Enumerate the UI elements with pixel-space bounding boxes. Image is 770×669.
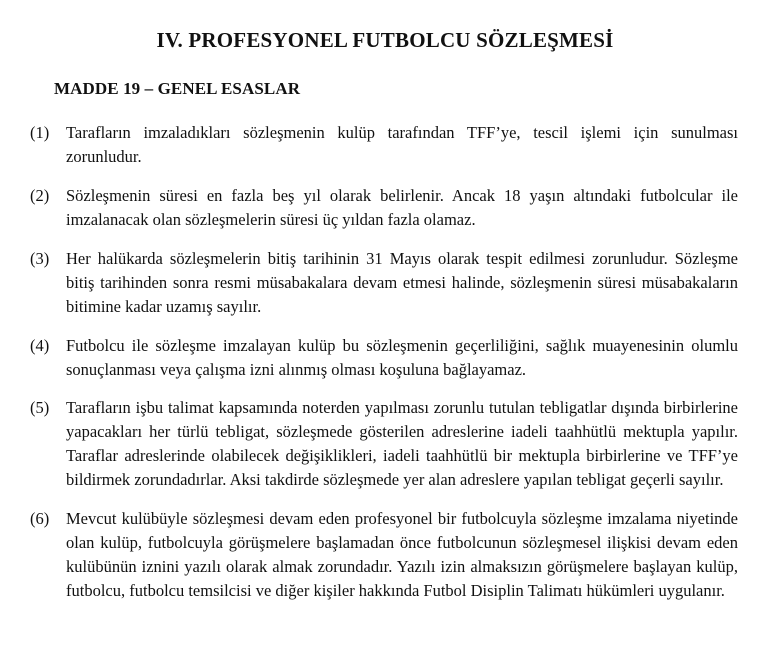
clause-number: (3)	[30, 248, 50, 268]
clause-number: (2)	[30, 186, 50, 206]
clause-list	[26, 121, 744, 603]
list-item	[26, 121, 744, 169]
list-item	[26, 396, 744, 492]
clause-number: (6)	[30, 509, 50, 529]
clause-text: Her halükarda sözleşmelerin bitiş tarihinin 31 Mayıs olarak tespit edilmesi zorunludur. Sözleşme bitiş tarihinden sonra resmi müsabakalara devam etmesi halinde, sözleşmenin süresi müsabakaların bitimine kadar uzamış sayılır.	[66, 248, 738, 316]
clause-text: Sözleşmenin süresi en fazla beş yıl olarak belirlenir. Ancak 18 yaşın altındaki futbolcular ile imzalanacak olan sözleşmelerin süresi üç yıldan fazla olamaz.	[66, 186, 738, 229]
clause-text: Tarafların imzaladıkları sözleşmenin kulüp tarafından TFF’ye, tescil işlemi için sunulması zorunludur.	[66, 123, 738, 167]
clause-number: (1)	[30, 123, 50, 143]
clause-number: (4)	[30, 335, 50, 355]
clause-text: Futbolcu ile sözleşme imzalayan kulüp bu sözleşmenin geçerliliğini, sağlık muayenesinin olumlu sonuçlanması veya çalışma izni alınmış olması koşuluna bağlayamaz.	[66, 335, 738, 379]
list-item	[26, 334, 744, 382]
clause-text: Mevcut kulübüyle sözleşmesi devam eden profesyonel bir futbolcuyla sözleşme imzalama niyetinde olan kulüp, futbolcuyla görüşmelere başlamadan önce futbolcunun sözleşmesel ilişkisi devam eden kulübünün iznini yazılı olarak almak zorundadır. Yazılı izin almaksızın görüşmelere başlayan kulüp, futbolcu, futbolcu temsilcisi ve diğer kişiler hakkında Futbol Disiplin Talimatı hükümleri uygulanır.	[66, 509, 738, 600]
clause-number: (5)	[30, 398, 50, 418]
list-item	[26, 507, 744, 603]
clause-text: Tarafların işbu talimat kapsamında noterden yapılması zorunlu tutulan tebligatlar dışında birbirlerine yapacakları her türlü tebligat, sözleşmede gösterilen adreslerine iadeli taahhütlü mektupla yapılır. Taraflar adreslerinde olabilecek değişiklikleri, iadeli taahhütlü bir mektupla birbirlerine ve TFF’ye bildirmek zorundadırlar. Aksi takdirde sözleşmede yer alan adreslere yapılan tebligat geçerli sayılır.	[66, 398, 738, 490]
section-heading: MADDE 19 – GENEL ESASLAR	[54, 79, 301, 99]
list-item	[26, 247, 744, 319]
list-item	[26, 184, 744, 232]
page-title: IV. PROFESYONEL FUTBOLCU SÖZLEŞMESİ	[156, 28, 614, 52]
